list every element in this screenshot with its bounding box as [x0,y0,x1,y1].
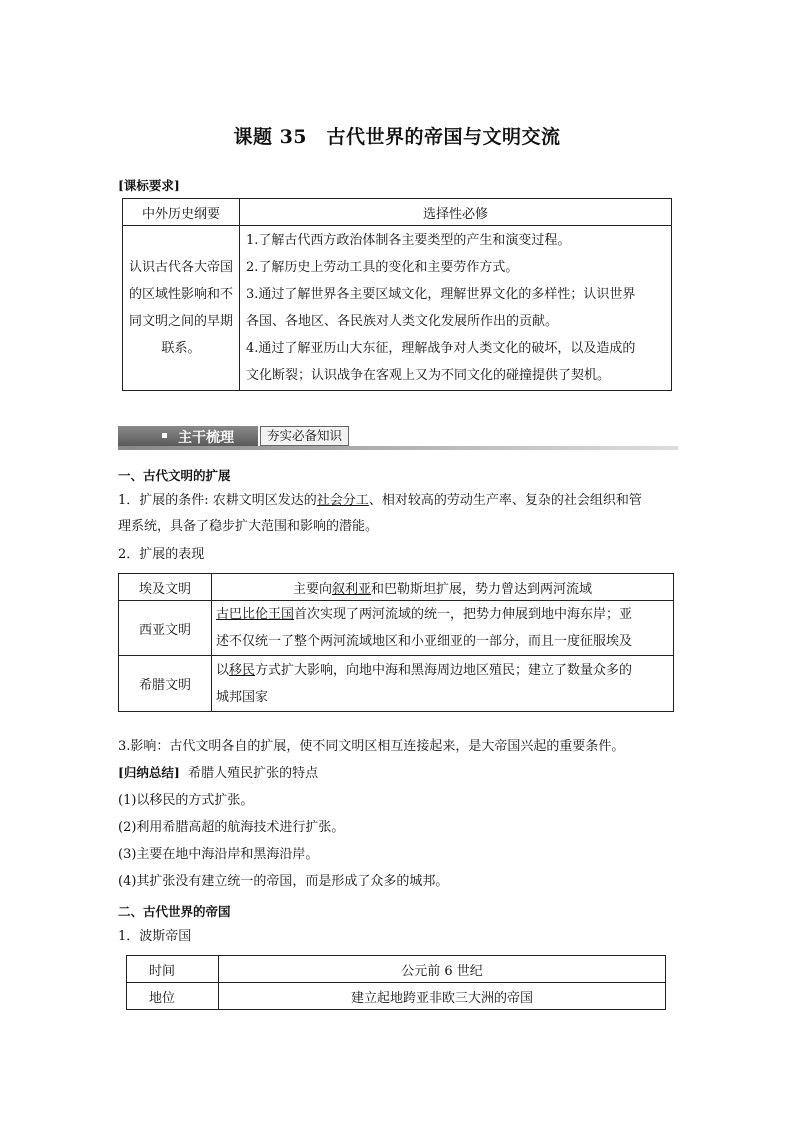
text: 主要向 [292,581,332,597]
underlined-term: 移民 [229,662,256,678]
summary-item: (1)以移民的方式扩张。 [118,793,254,808]
section1-p1-line2: 理系统，具备了稳步扩大范围和影响的潜能。 [118,519,379,534]
kebiao-line: 4.通过了解亚历山大东征，理解战争对人类文化的破坏，以及造成的 [246,341,636,356]
row-label: 时间 [127,956,219,983]
summary-item: (4)其扩张没有建立统一的帝国，而是形成了众多的城邦。 [118,874,449,889]
persia-table [126,955,666,1010]
kebiao-col1-text: 认识古代各大帝国的区域性影响和不同文明之间的早期联系。 [123,226,240,391]
section1-p2: 2．扩展的表现 [118,547,205,562]
underlined-term: 社会分工 [316,493,369,508]
kebiao-line: 3.通过了解世界各主要区域文化，理解世界文化的多样性；认识世界 [246,287,636,302]
row-label: 希腊文明 [119,656,212,712]
kebiao-label: [课标要求] [118,178,180,193]
text: 和巴勒斯坦扩展，势力曾达到两河流域 [371,581,593,597]
section2-heading: 二、古代世界的帝国 [118,904,231,919]
summary-label: [归纳总结] [118,765,180,780]
row-content [212,574,674,601]
underlined-term: 古巴比伦王国 [216,607,295,622]
banner-divider [118,446,678,450]
kebiao-line: 1.了解古代西方政治体制各主要类型的产生和演变过程。 [246,233,571,248]
page-title: 课题 35 古代世界的帝国与文明交流 [233,126,561,148]
summary-heading [118,760,318,787]
banner-tag: 夯实必备知识 [260,426,349,446]
row-label: 西亚文明 [119,601,212,656]
section1-p3: 3.影响：古代文明各自的扩展，使不同文明区相互连接起来，是大帝国兴起的重要条件。 [118,739,625,754]
section1-heading: 一、古代文明的扩展 [118,468,231,483]
text: 述不仅统一了整个两河流域地区和小亚细亚的一部分，而且一度征服埃及 [216,634,633,649]
kebiao-line: 文化断裂；认识战争在客观上又为不同文化的碰撞提供了契机。 [246,368,611,383]
underlined-term: 叙利亚 [331,581,371,597]
expansion-table [118,573,674,712]
kebiao-line: 2.了解历史上劳动工具的变化和主要劳作方式。 [246,260,519,275]
section-banner [118,426,678,448]
text: 、相对较高的劳动生产率、复杂的社会组织和管 [368,493,642,508]
kebiao-col1-header: 中外历史纲要 [123,199,240,226]
row-content: 公元前 6 世纪 [219,956,666,983]
kebiao-col2-header: 选择性必修 [240,199,672,226]
kebiao-col2-cell [240,226,672,391]
kebiao-line: 各国、各地区、各民族对人类文化发展所作出的贡献。 [246,314,559,329]
text: 以 [216,662,230,678]
text: 首次实现了两河流域的统一，把势力伸展到地中海东岸；亚 [294,607,633,622]
text: 1．扩展的条件: 农耕文明区发达的 [118,493,317,508]
section2-p1: 1．波斯帝国 [118,929,192,944]
bullet-icon [162,433,167,438]
row-content [212,656,674,712]
summary-item: (2)利用希腊高超的航海技术进行扩张。 [118,820,345,835]
text: 城邦国家 [216,689,269,705]
text: 方式扩大影响，向地中海和黑海周边地区殖民；建立了数量众多的 [255,662,633,678]
row-content [212,601,674,656]
kebiao-table [122,198,672,391]
banner-main-label: 主干梳理 [178,430,234,446]
row-label: 地位 [127,983,219,1010]
row-label: 埃及文明 [119,574,212,601]
row-content: 建立起地跨亚非欧三大洲的帝国 [219,983,666,1010]
summary-item: (3)主要在地中海沿岸和黑海沿岸。 [118,847,319,862]
summary-title: 希腊人殖民扩张的特点 [188,766,319,781]
section1-p1 [118,488,642,514]
